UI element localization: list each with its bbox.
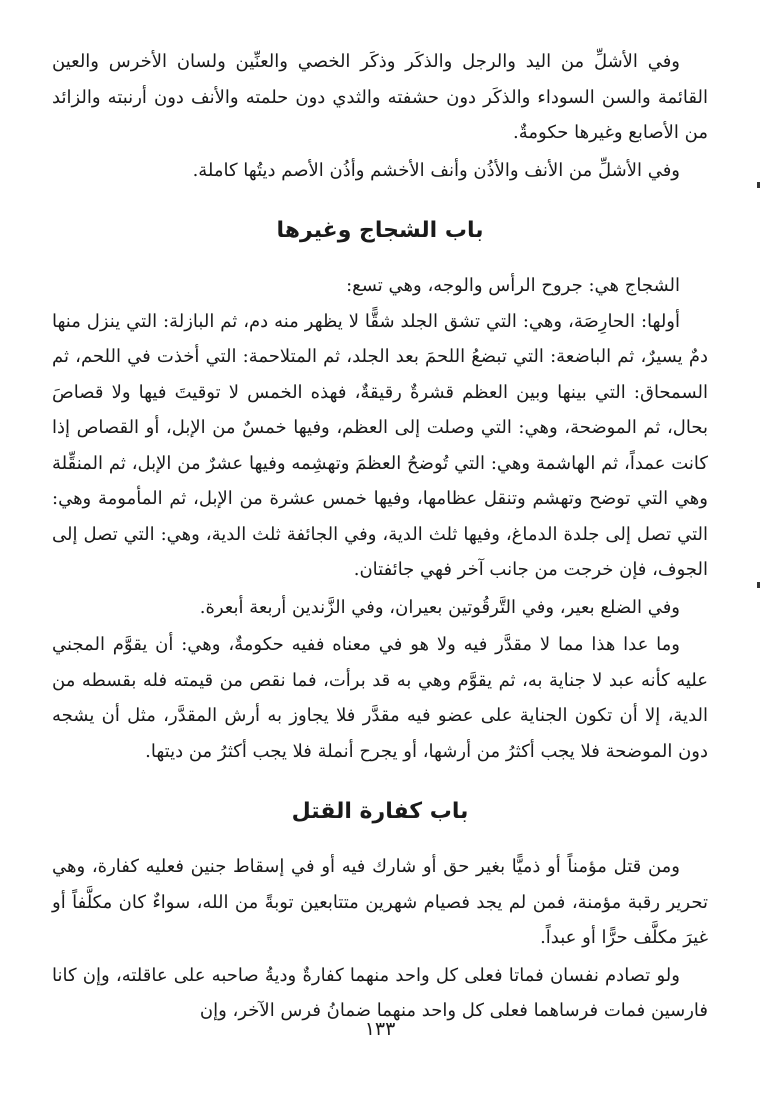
paragraph-ashall-nose-ear: وفي الأشلِّ من الأنف والأذُن وأنف الأخشم وأذُن الأصم ديتُها كاملة. [192,159,680,181]
paragraph-ribs-collarbones: وفي الضلع بعير، وفي التَّرقُوتين بعيران، وفي الزَّندين أربعة أبعرة. [199,596,680,618]
paragraph-collision: ولو تصادم نفسان فماتا فعلى كل واحد منهما كفارةٌ وديةُ صاحبه على عاقلته، وإن كانا فارسين فمات فرساهما فعلى كل واحد منهما ضمانُ فرس الآخر، وإن [52,964,708,1021]
paragraph-shijaj-types: أولها: الحارِصَة، وهي: التي تشق الجلد شقًّا لا يظهر منه دم، ثم البازلة: التي ينزل منها دمٌ يسيرٌ، ثم الباضعة: التي تبضعُ اللحمَ بعد الجلد، ثم المتلاحمة: التي أخذت في اللحم، ثم السمحاق: التي بينها وبين العظم قشرةٌ رقيقةٌ، فهذه الخمس لا توقيتَ فيها ولا قصاصَ بحال، ثم الموضحة، وهي: التي وصلت إلى العظم، وفيها خمسٌ من الإبل، أو القصاص إذا كانت عمداً، ثم الهاشمة وهي: التي تُوضحُ العظمَ وتهشِمه وفيها عشرٌ من الإبل، ثم المنقِّلة وهي التي توضح وتهشم وتنقل عظامها، وفيها خمس عشرة من الإبل، ثم المأمومة وهي: التي تصل إلى جلدة الدماغ، وفيها ثلث الدية، وفي الجائفة ثلث الدية، وهي: التي تصل إلى الجوف، فإن خرجت من جانب آخر فهي جائفتان. [52,310,708,580]
paragraph-ashall-limbs: وفي الأشلِّ من اليد والرجل والذكَر وذكَر الخصي والعنِّين ولسان الأخرس والعين القائمة والسن السوداء والذكَر دون حشفته والثدي دون حلمته والأنف دون أرنبته والزائد من الأصابع وغيرها حكومةٌ. [52,51,708,143]
page-body [52,44,708,1029]
page-number: ١٣٣ [364,1018,396,1040]
section-heading-kaffara: باب كفارة القتل [291,799,469,824]
section-heading-shijaj: باب الشجاج وغيرها [276,218,484,243]
paragraph-hukuma: وما عدا هذا مما لا مقدَّر فيه ولا هو في معناه ففيه حكومةٌ، وهي: أن يقوَّم المجني عليه كأنه عبد لا جناية به، ثم يقوَّم وهي به قد برأت، فما نقص من قيمته فله بقسطه من الدية، إلا أن تكون الجناية على عضو فيه مقدَّر فلا يجاوز به أرش المقدَّر، مثل أن يشجه دون الموضحة فلا يجب أكثرُ من أرشها، أو يجرح أنملة فلا يجب أكثرُ من ديتها. [52,634,708,762]
paragraph-kaffara: ومن قتل مؤمناً أو ذميًّا بغير حق أو شارك فيه أو في إسقاط جنين فعليه كفارة، وهي تحرير رقبة مؤمنة، فمن لم يجد فصيام شهرين متتابعين توبةً من الله، سواءٌ كان مكلَّفاً أو غيرَ مكلَّف حرًّا أو عبداً. [52,856,708,948]
paragraph-shijaj-definition: الشجاج هي: جروح الرأس والوجه، وهي تسع: [346,275,680,296]
